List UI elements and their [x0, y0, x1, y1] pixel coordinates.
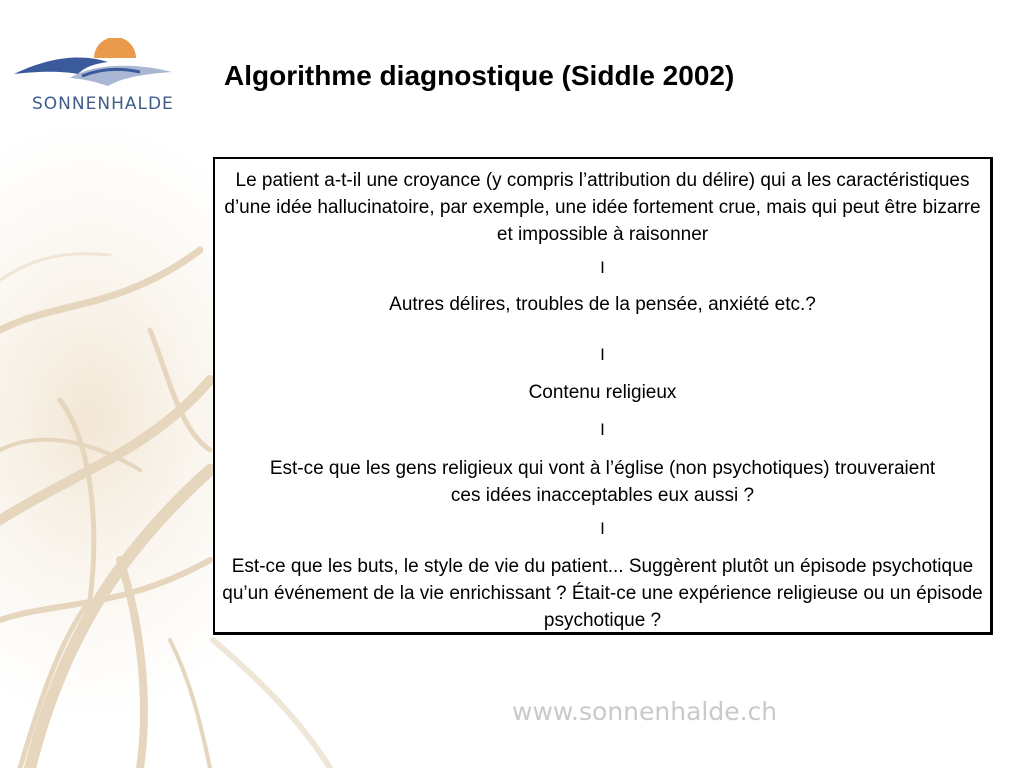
- logo-mark-icon: [12, 38, 177, 94]
- algorithm-connector: I: [600, 258, 605, 277]
- algorithm-step-1: Le patient a-t-il une croyance (y compris l’attribution du délire) qui a les caractéristiques d’une idée hallucinatoire, par exemple, une idée fortement crue, mais qui peut être bizarre et impossible à raisonner: [224, 170, 981, 245]
- footer-website-url: www.sonnenhalde.ch: [512, 697, 778, 726]
- algorithm-step-4: Est-ce que les gens religieux qui vont à l’église (non psychotiques) trouveraient ces idées inacceptables eux aussi ?: [269, 458, 936, 506]
- algorithm-step-5: Est-ce que les buts, le style de vie du patient... Suggèrent plutôt un épisode psychotique qu’un événement de la vie enrichissant ? Était-ce une expérience religieuse ou un épisode psychotique ?: [222, 556, 983, 631]
- logo-text: SONNENHALDE: [32, 94, 174, 114]
- algorithm-step-3: Contenu religieux: [528, 382, 677, 403]
- page-title: Algorithme diagnostique (Siddle 2002): [224, 60, 735, 91]
- algorithm-step-2: Autres délires, troubles de la pensée, anxiété etc.?: [389, 294, 816, 315]
- algorithm-connector: I: [600, 420, 605, 439]
- sonnenhalde-logo: [12, 38, 177, 126]
- diagnostic-algorithm-box: [213, 157, 993, 635]
- algorithm-connector: I: [600, 345, 605, 364]
- algorithm-connector: I: [600, 519, 605, 538]
